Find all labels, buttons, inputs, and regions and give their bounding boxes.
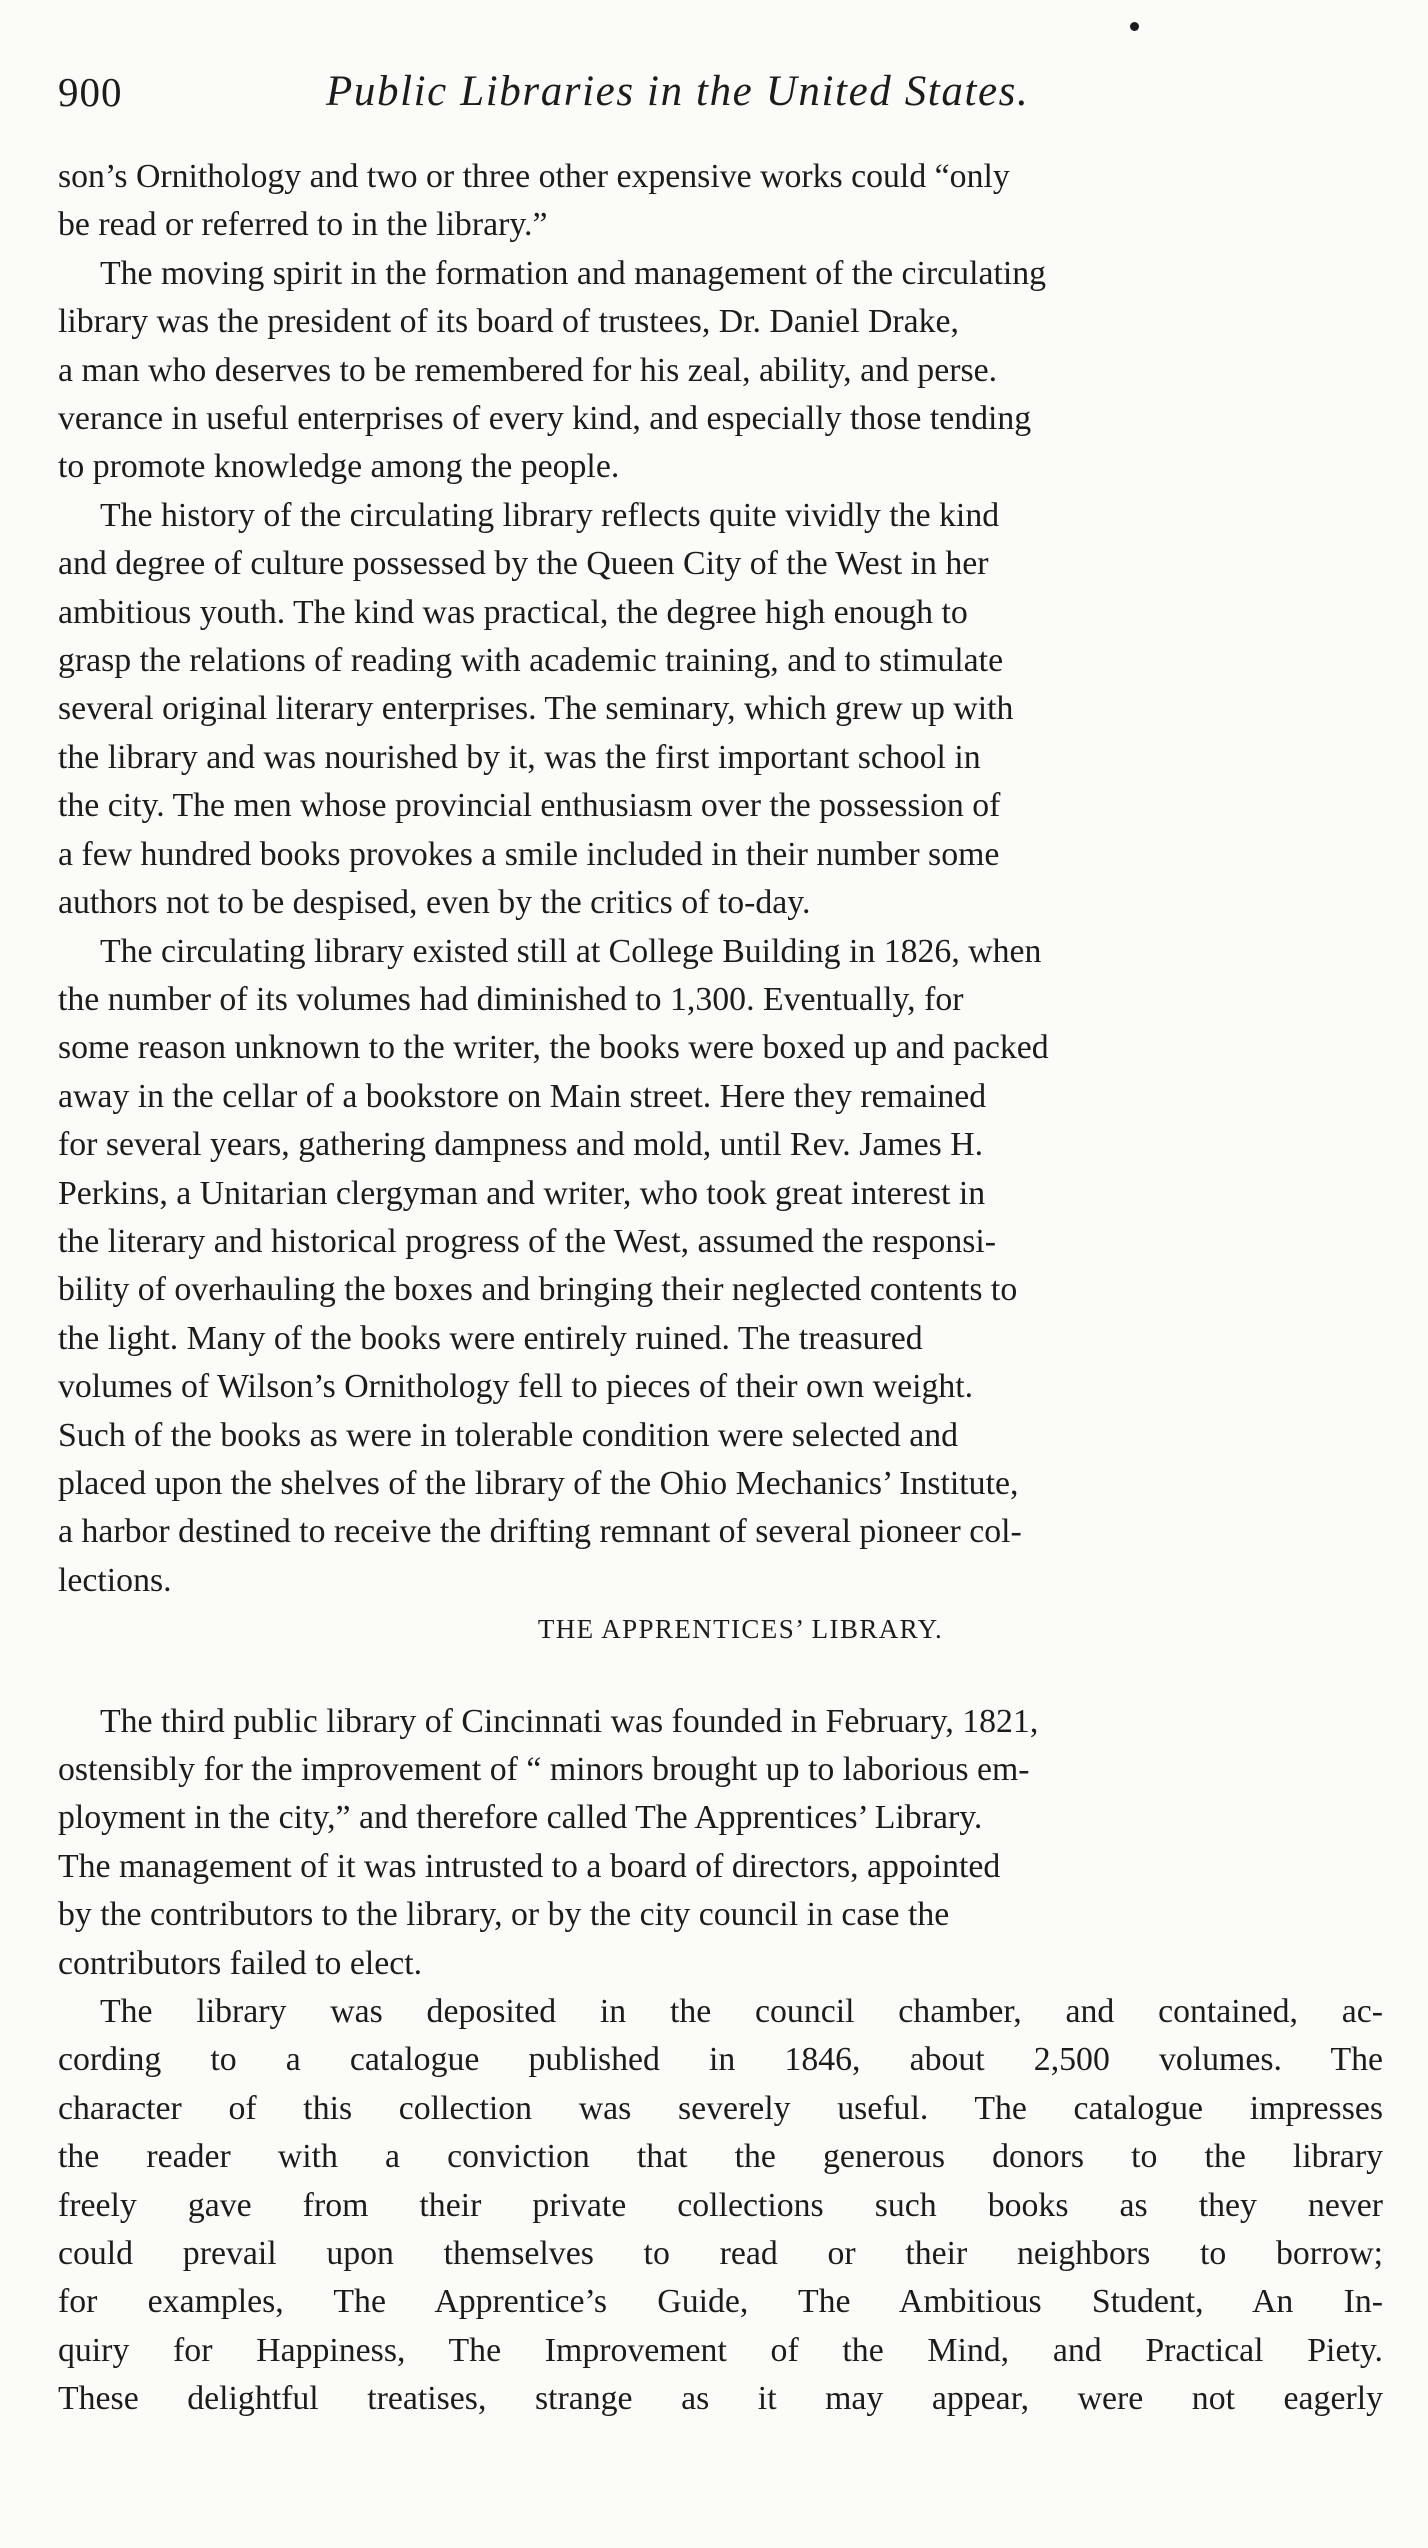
section-heading: THE APPRENTICES’ LIBRARY. [537,1614,944,1645]
text-line: the reader with a conviction that the generous donors to the library [58,2138,1383,2176]
paragraph [58,250,1383,492]
text-line: verance in useful enterprises of every kind, and especially those tending [58,400,1032,438]
text-line: placed upon the shelves of the library of the Ohio Mechanics’ Institute, [58,1464,1019,1502]
text-line: The circulating library existed still at College Building in 1826, when [100,932,1042,970]
paragraph [58,1988,1383,2424]
text-line: the library and was nourished by it, was the first important school in [58,738,981,776]
text-line: The third public library of Cincinnati was founded in February, 1821, [100,1702,1039,1740]
text-line: Such of the books as were in tolerable condition were selected and [58,1416,959,1454]
text-line: The moving spirit in the formation and management of the circulating [100,254,1047,292]
text-line: and degree of culture possessed by the Queen City of the West in her [58,545,989,583]
section-spacer [58,1654,1383,1698]
text-line: The management of it was intrusted to a board of directors, appointed [58,1847,1001,1885]
page-number: 900 [58,69,123,115]
text-line: ostensibly for the improvement of “ minors brought up to laborious em- [58,1751,1030,1788]
text-line: some reason unknown to the writer, the books were boxed up and packed [58,1029,1049,1067]
book-page [58,0,1383,2548]
text-line: to promote knowledge among the people. [58,448,620,486]
text-line: cording to a catalogue published in 1846, about 2,500 volumes. The [58,2041,1383,2079]
text-line: the city. The men whose provincial enthusiasm over the possession of [58,787,1001,825]
text-line: library was the president of its board of trustees, Dr. Daniel Drake, [58,303,959,341]
paragraph [58,492,1383,928]
text-line: a harbor destined to receive the drifting remnant of several pioneer col- [58,1513,1022,1551]
text-line: lections. [58,1561,172,1599]
text-line: quiry for Happiness, The Improvement of the Mind, and Practical Piety. [58,2331,1383,2369]
paragraph [58,153,1383,250]
body-text [58,153,1383,2424]
text-line: could prevail upon themselves to read or their neighbors to borrow; [58,2235,1383,2273]
paragraph [58,928,1383,1606]
running-title: Public Libraries in the United States. [326,68,1030,115]
text-line: Perkins, a Unitarian clergyman and writer, who took great interest in [58,1174,986,1212]
text-line: ployment in the city,” and therefore called The Apprentices’ Library. [58,1799,983,1837]
text-line: by the contributors to the library, or by the city council in case the [58,1896,950,1934]
text-line: These delightful treatises, strange as it may appear, were not eagerly [58,2380,1383,2418]
text-line: for examples, The Apprentice’s Guide, The Ambitious Student, An In- [58,2283,1383,2321]
text-line: ambitious youth. The kind was practical, the degree high enough to [58,593,968,631]
text-line: the light. Many of the books were entirely ruined. The treasured [58,1319,923,1357]
text-line: a man who deserves to be remembered for his zeal, ability, and perse. [58,351,998,389]
text-line: contributors failed to elect. [58,1944,423,1982]
text-line: authors not to be despised, even by the critics of to-day. [58,884,811,922]
text-line: several original literary enterprises. The seminary, which grew up with [58,690,1014,728]
text-line: The history of the circulating library reflects quite vividly the kind [100,496,1000,534]
text-line: The library was deposited in the council chamber, and contained, ac- [100,1993,1383,2031]
text-line: son’s Ornithology and two or three other expensive works could “only [58,158,1010,195]
text-line: be read or referred to in the library.” [58,206,548,244]
text-line: volumes of Wilson’s Ornithology fell to pieces of their own weight. [58,1368,974,1406]
text-line: freely gave from their private collections such books as they never [58,2186,1383,2224]
text-line: away in the cellar of a bookstore on Main street. Here they remained [58,1077,987,1115]
text-line: grasp the relations of reading with academic training, and to stimulate [58,642,1004,680]
page-header [58,62,1383,122]
text-line: a few hundred books provokes a smile included in their number some [58,835,1000,873]
print-mark [1130,22,1139,31]
text-line: the number of its volumes had diminished to 1,300. Eventually, for [58,980,964,1018]
paragraph [58,1698,1383,1988]
text-line: bility of overhauling the boxes and bringing their neglected contents to [58,1271,1018,1309]
text-line: character of this collection was severely useful. The catalogue impresses [58,2089,1383,2127]
text-line: the literary and historical progress of the West, assumed the responsi- [58,1222,997,1260]
text-line: for several years, gathering dampness and mold, until Rev. James H. [58,1126,984,1164]
